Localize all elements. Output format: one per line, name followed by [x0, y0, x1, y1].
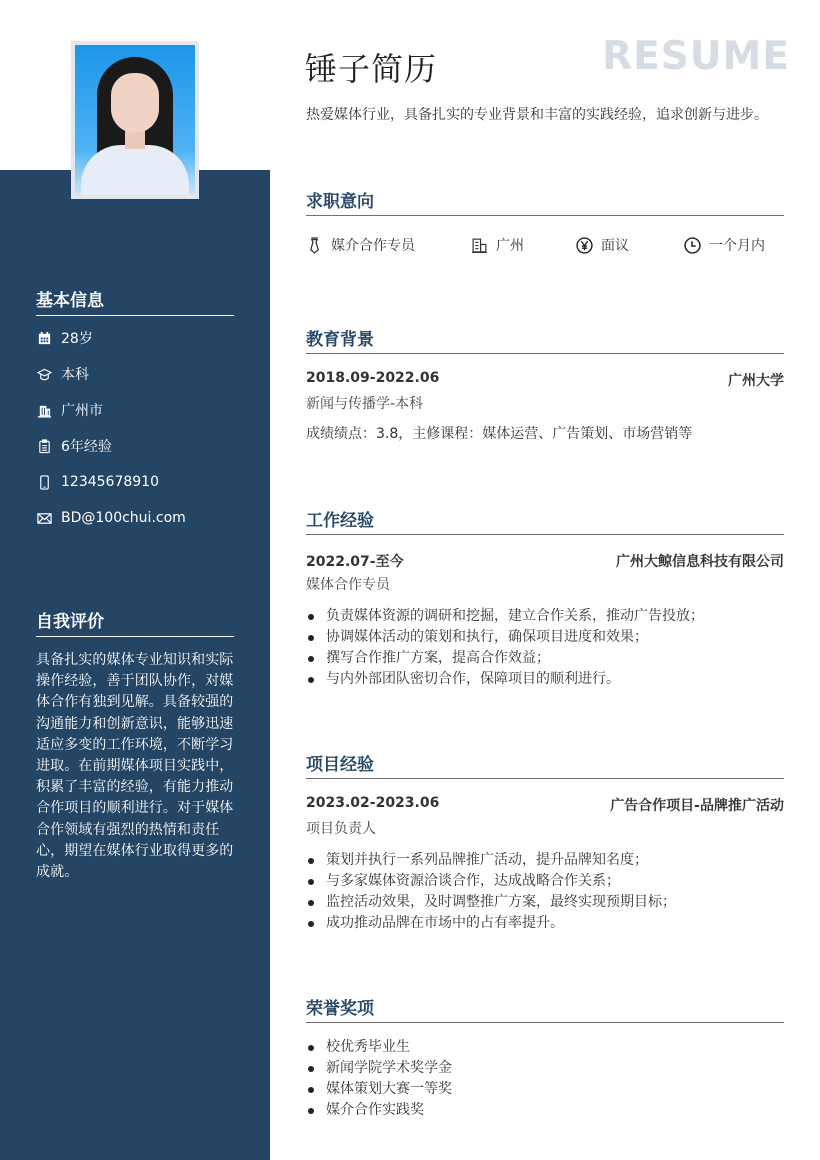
education-school: 广州大学 — [728, 373, 784, 389]
clock-icon — [684, 237, 701, 254]
resume-watermark: RESUME — [602, 34, 790, 79]
self-eval-section — [36, 607, 234, 883]
self-eval-title: 自我评价 — [36, 607, 234, 637]
list-item: 与多家媒体资源洽谈合作，达成战略合作关系； — [306, 871, 784, 892]
city-icon — [471, 237, 488, 254]
info-degree-text: 本科 — [61, 367, 89, 383]
info-phone-text: 12345678910 — [61, 474, 159, 490]
calendar-icon — [36, 330, 52, 346]
list-item: 新闻学院学术奖学金 — [306, 1058, 784, 1079]
basic-info-title: 基本信息 — [36, 286, 234, 316]
list-item: 协调媒体活动的策划和执行，确保项目进度和效果； — [306, 627, 784, 648]
yen-icon — [576, 237, 593, 254]
work-title: 工作经验 — [306, 506, 784, 535]
info-age-text: 28岁 — [61, 331, 93, 347]
education-detail: 成绩绩点：3.8，主修课程：媒体运营、广告策划、市场营销等 — [306, 426, 693, 442]
honors-section — [306, 994, 784, 1121]
info-email — [36, 500, 234, 536]
work-section — [306, 506, 784, 690]
info-city — [36, 392, 234, 428]
info-experience-text: 6年经验 — [61, 439, 112, 455]
education-title: 教育背景 — [306, 325, 784, 354]
info-degree — [36, 356, 234, 392]
intent-salary — [576, 235, 684, 255]
mail-icon — [36, 510, 52, 526]
education-major: 新闻与传播学-本科 — [306, 396, 424, 412]
intent-availability-text: 一个月内 — [709, 238, 765, 254]
info-city-text: 广州市 — [61, 403, 103, 419]
list-item: 成功推动品牌在市场中的占有率提升。 — [306, 913, 784, 934]
tagline: 热爱媒体行业，具备扎实的专业背景和丰富的实践经验，追求创新与进步。 — [306, 107, 768, 123]
project-role: 项目负责人 — [306, 821, 376, 837]
info-experience — [36, 428, 234, 464]
work-role: 媒体合作专员 — [306, 577, 390, 593]
graduation-cap-icon — [36, 366, 52, 382]
resume-name: 锤子简历 — [305, 50, 438, 88]
intent-position — [306, 235, 471, 255]
intent-section — [306, 187, 784, 255]
clipboard-icon — [36, 438, 52, 454]
building-icon — [36, 402, 52, 418]
project-bullets — [306, 850, 784, 934]
tie-icon — [306, 237, 323, 254]
work-period: 2022.07-至今 — [306, 554, 404, 570]
intent-city — [471, 235, 576, 255]
work-bullets — [306, 606, 784, 690]
list-item: 与内外部团队密切合作，保障项目的顺利进行。 — [306, 669, 784, 690]
phone-icon — [36, 474, 52, 490]
project-name: 广告合作项目-品牌推广活动 — [610, 798, 784, 814]
info-email-text: BD@100chui.com — [61, 510, 186, 526]
list-item: 监控活动效果，及时调整推广方案，最终实现预期目标； — [306, 892, 784, 913]
project-section — [306, 750, 784, 934]
intent-availability — [684, 235, 765, 255]
info-phone — [36, 464, 234, 500]
list-item: 校优秀毕业生 — [306, 1037, 784, 1058]
education-section — [306, 325, 784, 443]
intent-salary-text: 面议 — [601, 238, 629, 254]
list-item: 策划并执行一系列品牌推广活动，提升品牌知名度； — [306, 850, 784, 871]
list-item: 撰写合作推广方案，提高合作效益； — [306, 648, 784, 669]
work-company: 广州大鲸信息科技有限公司 — [616, 554, 784, 570]
intent-title: 求职意向 — [306, 187, 784, 216]
honors-title: 荣誉奖项 — [306, 994, 784, 1023]
info-age — [36, 320, 234, 356]
intent-position-text: 媒介合作专员 — [331, 238, 415, 254]
project-period: 2023.02-2023.06 — [306, 795, 440, 811]
list-item: 媒介合作实践奖 — [306, 1100, 784, 1121]
list-item: 媒体策划大赛一等奖 — [306, 1079, 784, 1100]
honors-list — [306, 1037, 784, 1121]
self-eval-text: 具备扎实的媒体专业知识和实际操作经验，善于团队协作，对媒体合作有独到见解。具备较强的沟通能力和创新意识，能够迅速适应多变的工作环境，不断学习进取。在前期媒体项目实践中，积累了丰富的经验，有能力推动合作项目的顺利进行。对于媒体合作领域有强烈的热情和责任心，期望在媒体行业取得更多的成就。 — [36, 652, 234, 881]
profile-photo — [75, 45, 195, 195]
project-title: 项目经验 — [306, 750, 784, 779]
intent-city-text: 广州 — [496, 238, 524, 254]
education-period: 2018.09-2022.06 — [306, 370, 440, 386]
list-item: 负责媒体资源的调研和挖掘，建立合作关系，推动广告投放； — [306, 606, 784, 627]
avatar — [71, 41, 199, 199]
basic-info-section — [36, 286, 234, 536]
